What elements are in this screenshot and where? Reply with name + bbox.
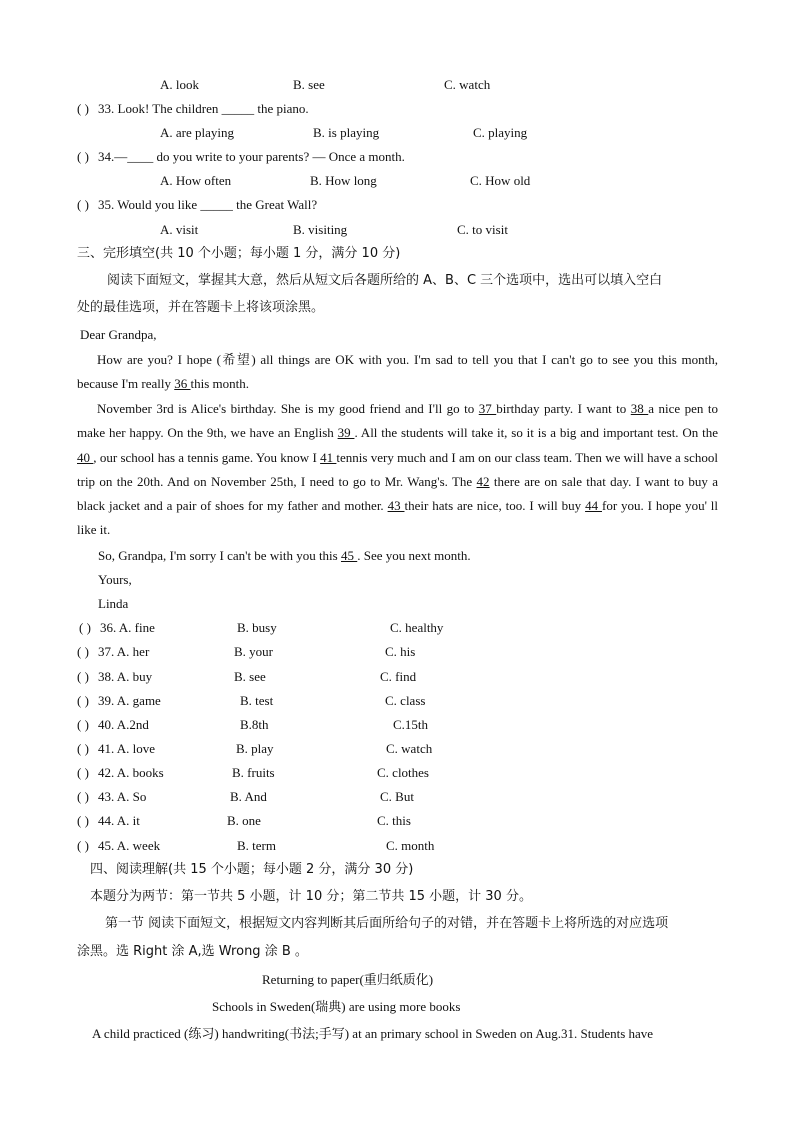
choice-38-b: B. see (234, 669, 266, 684)
letter-salutation: Dear Grandpa, (80, 327, 157, 342)
article-title: Returning to paper(重归纸质化) (262, 972, 434, 987)
q33-answer-paren[interactable]: ( ) (77, 101, 89, 116)
q33-option-a: A. are playing (160, 125, 235, 140)
blank-41[interactable]: 41 (320, 449, 337, 465)
blank-37[interactable]: 37 (478, 401, 497, 416)
q34-option-a: A. How often (160, 173, 232, 188)
q35-answer-paren[interactable]: ( ) (77, 197, 89, 212)
q35-option-c: C. to visit (457, 222, 508, 237)
answer-paren-41[interactable]: ( ) (77, 741, 89, 756)
choice-37-a: 37. A. her (98, 644, 150, 659)
choice-42-c: C. clothes (377, 765, 429, 780)
q35-option-b: B. visiting (293, 222, 348, 237)
section3-heading: 三、完形填空(共 10 个小题；每小题 1 分，满分 10 分) (77, 246, 401, 261)
answer-paren-39[interactable]: ( ) (77, 693, 89, 708)
section4-intro: 本题分为两节：第一节共 5 小题，计 10 分；第二节共 15 小题，计 30 分。 (90, 889, 532, 904)
choice-38-a: 38. A. buy (98, 669, 153, 684)
answer-paren-37[interactable]: ( ) (77, 644, 89, 659)
choice-41-c: C. watch (386, 741, 433, 756)
q35-option-a: A. visit (160, 222, 199, 237)
answer-paren-43[interactable]: ( ) (77, 789, 89, 804)
q34-answer-paren[interactable]: ( ) (77, 149, 89, 164)
blank-40[interactable]: 40 (77, 449, 94, 465)
letter-paragraph-3: So, Grandpa, I'm sorry I can't be with you this 45 . See you next month. (98, 548, 471, 563)
q32-option-a: A. look (160, 77, 199, 92)
choice-45-a: 45. A. week (98, 838, 161, 853)
section3-instruction-line1: 阅读下面短文，掌握其大意，然后从短文后各题所给的 A、B、C 三个选项中，选出可以填入空白 (107, 273, 663, 288)
q33-option-c: C. playing (473, 125, 528, 140)
article-first-line: A child practiced (练习) handwriting(书法;手写) at an primary school in Sweden on Aug.31. Students have (92, 1026, 654, 1041)
choice-43-a: 43. A. So (98, 789, 147, 804)
choice-44-a: 44. A. it (98, 813, 140, 828)
choice-43-b: B. And (230, 789, 267, 804)
choice-41-b: B. play (236, 741, 274, 756)
blank-38[interactable]: 38 (630, 401, 649, 416)
blank-39[interactable]: 39 (337, 425, 355, 441)
choice-39-a: 39. A. game (98, 693, 161, 708)
choice-37-c: C. his (385, 644, 416, 659)
blank-44[interactable]: 44 (585, 498, 602, 514)
choice-44-c: C. this (377, 813, 411, 828)
answer-paren-36[interactable]: ( ) (79, 620, 91, 635)
blank-36[interactable]: 36 (174, 376, 191, 392)
choice-39-c: C. class (385, 693, 426, 708)
choice-39-b: B. test (240, 693, 274, 708)
letter-closing: Yours, (98, 572, 132, 587)
choice-37-b: B. your (234, 644, 273, 659)
choice-45-b: B. term (237, 838, 276, 853)
choice-36-b: B. busy (237, 620, 277, 635)
q32-option-c: C. watch (444, 77, 491, 92)
answer-paren-40[interactable]: ( ) (77, 717, 89, 732)
choice-38-c: C. find (380, 669, 417, 684)
choice-43-c: C. But (380, 789, 414, 804)
letter-signature: Linda (98, 596, 129, 611)
answer-paren-42[interactable]: ( ) (77, 765, 89, 780)
answer-paren-45[interactable]: ( ) (77, 838, 89, 853)
q32-option-b: B. see (293, 77, 325, 92)
choice-40-a: 40. A.2nd (98, 717, 149, 732)
choice-45-c: C. month (386, 838, 435, 853)
section4-heading: 四、阅读理解(共 15 个小题；每小题 2 分，满分 30 分) (90, 862, 414, 877)
choice-36-a: 36. A. fine (100, 620, 155, 635)
choice-40-b: B.8th (240, 717, 269, 732)
section4-part1-instruction-line2: 涂黑。选 Right 涂 A,选 Wrong 涂 B 。 (77, 944, 308, 959)
q33-option-b: B. is playing (313, 125, 380, 140)
choice-42-b: B. fruits (232, 765, 275, 780)
section4-part1-instruction-line1: 第一节 阅读下面短文，根据短文内容判断其后面所给句子的对错，并在答题卡上将所选的对应选项 (105, 916, 669, 931)
article-subtitle: Schools in Sweden(瑞典) are using more books (212, 999, 461, 1014)
letter-paragraph-2: November 3rd is Alice's birthday. She is my good friend and I'll go to 37 birthday party. I want to 38 a nice pen to make her happy. On the 9th, we have an English 39 . All the students will take it, so it is a big and important test. On the 40 , our school has a tennis game. You know I 41 tennis very much and I am on our class team. Then we will have a school trip on the 20th. And on November 25th, I need to go to Mr. Wang's. The 42 there are on sale that day. I want to buy a black jacket and a pair of shoes for my father and mother. 43 their hats are nice, too. I will buy 44 for you. I hope you' ll like it. (77, 401, 719, 538)
answer-paren-44[interactable]: ( ) (77, 813, 89, 828)
blank-42[interactable]: 42 (476, 473, 490, 489)
choice-36-c: C. healthy (390, 620, 444, 635)
blank-45[interactable]: 45 (340, 548, 358, 563)
q34-option-b: B. How long (310, 173, 377, 188)
choice-41-a: 41. A. love (98, 741, 156, 756)
choice-44-b: B. one (227, 813, 261, 828)
q34-option-c: C. How old (470, 173, 531, 188)
q35-stem: 35. Would you like _____ the Great Wall? (98, 197, 318, 212)
q33-stem: 33. Look! The children _____ the piano. (98, 101, 309, 116)
letter-paragraph-1: How are you? I hope (希望) all things are OK with you. I'm sad to tell you that I can't go to see you this month, because I'm really 36 this month. (77, 352, 718, 392)
q34-stem: 34.—____ do you write to your parents? — Once a month. (98, 149, 405, 164)
choice-42-a: 42. A. books (98, 765, 164, 780)
blank-43[interactable]: 43 (387, 498, 405, 514)
answer-paren-38[interactable]: ( ) (77, 669, 89, 684)
choice-40-c: C.15th (393, 717, 429, 732)
section3-instruction-line2: 处的最佳选项，并在答题卡上将该项涂黑。 (77, 300, 325, 315)
